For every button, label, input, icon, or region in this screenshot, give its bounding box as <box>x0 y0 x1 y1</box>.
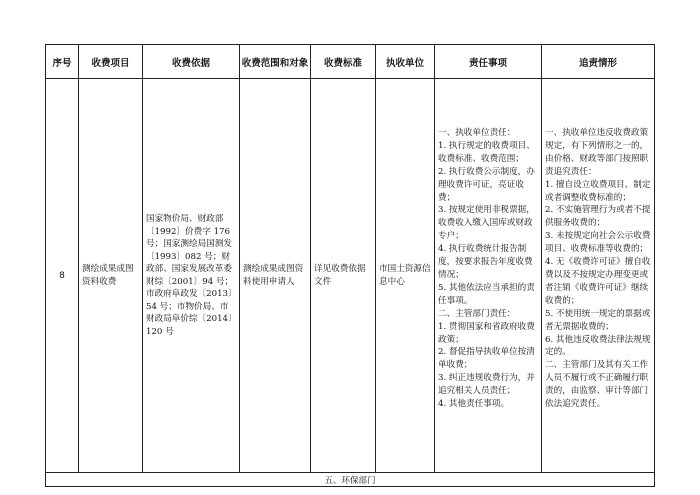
table-row <box>46 79 655 473</box>
responsibility-line: 2. 执行收费公示制度，办理收费许可证，亮证收费； <box>438 166 535 203</box>
table-header-row <box>46 45 655 79</box>
responsibility-line: 5. 其他依法应当承担的责任事项。 <box>438 282 535 306</box>
accountability-line: 1. 擅自设立收费项目、制定或者调整收费标准的； <box>545 179 651 203</box>
responsibility-line: 4. 其他责任事项。 <box>438 399 510 410</box>
accountability-line: 二、主管部门及其有关工作人员不履行或不正确履行职责的，由监察、审计等部门依法追究责任。 <box>545 360 649 410</box>
accountability-line: 2. 不实施管理行为或者不提供服务收费的； <box>545 205 651 229</box>
row-basis: 国家物价局、财政部〔1992〕价费字 176 号；国家测绘局国测发〔1993〕082 号；财政部、国家发展改革委财综〔2001〕94 号；市政府阜政发〔2013〕54 号；市物价局、市财政局阜价综〔2014〕120 号 <box>143 79 240 473</box>
header-responsibilities: 责任事项 <box>435 45 542 79</box>
responsibility-line: 1. 贯彻国家和省政府收费政策； <box>438 321 535 345</box>
accountability-line: 一、执收单位违反收费政策规定，有下列情形之一的，由价格、财政等部门按照职责追究责任： <box>545 128 649 177</box>
header-item: 收费项目 <box>79 45 143 79</box>
header-unit: 执收单位 <box>376 45 435 79</box>
responsibility-line: 4. 执行收费统计报告制度，按要求报告年度收费情况； <box>438 244 533 280</box>
accountability-line: 5. 不使用统一规定的票据或者无票据收费的； <box>545 308 651 332</box>
header-basis: 收费依据 <box>143 45 240 79</box>
row-scope: 测绘成果成图资料使用申请人 <box>240 79 311 473</box>
row-responsibilities <box>435 79 542 473</box>
row-seq: 8 <box>46 79 79 473</box>
responsibility-line: 3. 纠正违规收费行为，并追究相关人员责任； <box>438 373 535 397</box>
accountability-line: 6. 其他违反收费法律法规规定的。 <box>545 334 651 358</box>
fee-table <box>45 44 655 487</box>
accountability-line: 3. 未按规定向社会公示收费项目、收费标准等收费的； <box>545 231 651 255</box>
responsibility-line: 1. 执行规定的收费项目、收费标准、收费范围； <box>438 140 535 164</box>
section-row <box>46 473 655 487</box>
row-accountability <box>542 79 655 473</box>
responsibility-line: 2. 督促指导执收单位按清单收费； <box>438 347 535 371</box>
header-seq: 序号 <box>46 45 79 79</box>
row-unit: 市国土资源信息中心 <box>376 79 435 473</box>
row-item: 测绘成果成图资料收费 <box>79 79 143 473</box>
header-accountability: 追责情形 <box>542 45 655 79</box>
header-scope: 收费范围和对象 <box>240 45 311 79</box>
section-title: 五、环保部门 <box>46 473 655 487</box>
responsibility-line: 一、执收单位责任： <box>438 128 516 138</box>
header-standard: 收费标准 <box>311 45 376 79</box>
responsibility-line: 二、主管部门责任： <box>438 308 516 319</box>
responsibility-line: 3. 按规定使用非税票据，收费收入缴入国库或财政专户； <box>438 205 535 242</box>
row-standard: 详见收费依据文件 <box>311 79 376 473</box>
accountability-line: 4. 无《收费许可证》擅自收费以及不按规定办理变更或者注销《收费许可证》继续收费的； <box>545 257 651 306</box>
